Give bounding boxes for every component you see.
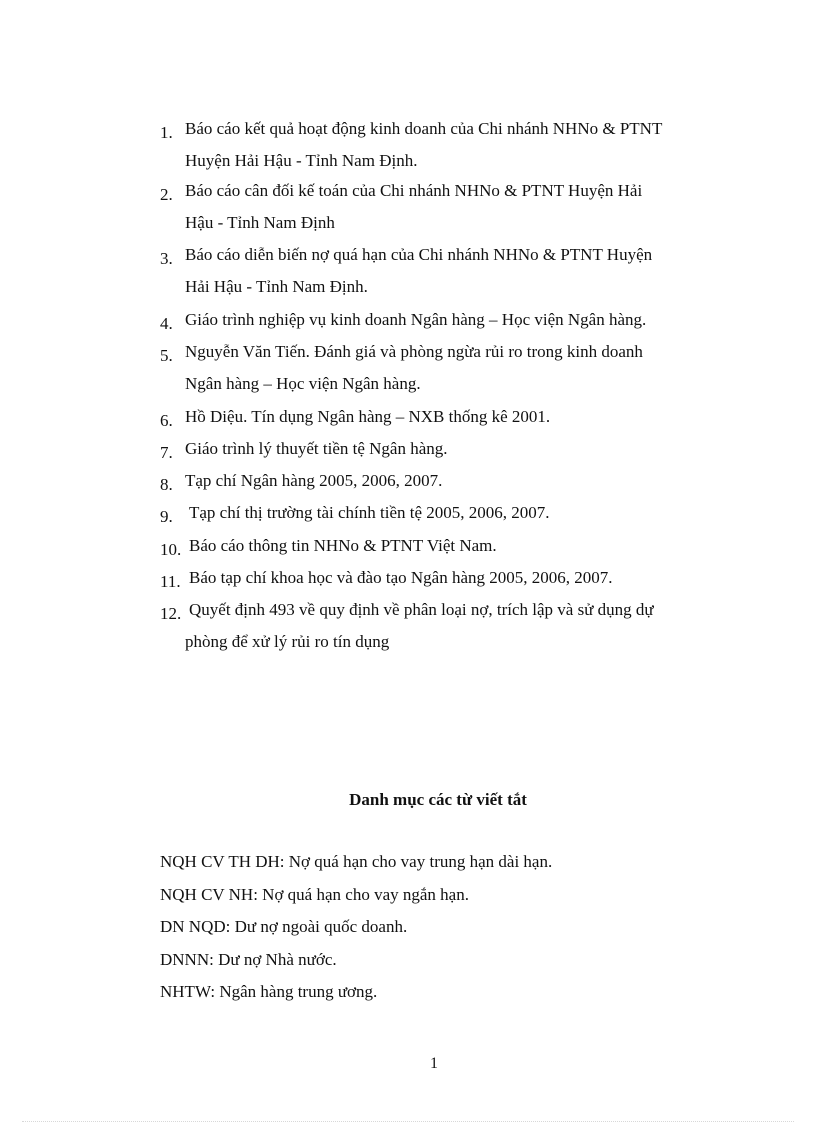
reference-text-continued: Hậu - Tỉnh Nam Định	[185, 213, 335, 232]
reference-text: Nguyễn Văn Tiến. Đánh giá và phòng ngừa rủi ro trong kinh doanh	[185, 342, 643, 361]
reference-text-continued: phòng để xử lý rủi ro tín dụng	[185, 632, 390, 651]
abbreviations-list	[160, 846, 760, 1009]
reference-item	[160, 113, 730, 177]
reference-number: 6.	[160, 411, 173, 430]
reference-number: 3.	[160, 249, 173, 268]
reference-text: Báo cáo cân đối kế toán của Chi nhánh NHNo & PTNT Huyện Hải	[185, 181, 643, 200]
reference-item	[160, 401, 730, 433]
reference-item	[160, 336, 730, 400]
reference-item	[160, 465, 730, 497]
reference-number: 8.	[160, 475, 173, 494]
reference-item	[160, 304, 730, 336]
reference-number: 2.	[160, 185, 173, 204]
abbreviation-item: DN NQD: Dư nợ ngoài quốc doanh.	[160, 917, 408, 936]
reference-number: 5.	[160, 346, 173, 365]
reference-text: Báo cáo thông tin NHNo & PTNT Việt Nam.	[189, 536, 497, 555]
reference-item	[160, 530, 730, 562]
page-bottom-divider	[22, 1121, 794, 1122]
abbreviation-item: NQH CV NH: Nợ quá hạn cho vay ngắn hạn.	[160, 884, 469, 904]
reference-text: Hồ Diệu. Tín dụng Ngân hàng – NXB thống kê 2001.	[185, 407, 551, 426]
reference-item	[160, 497, 730, 529]
reference-text-continued: Ngân hàng – Học viện Ngân hàng.	[185, 374, 421, 393]
reference-text: Báo tạp chí khoa học và đào tạo Ngân hàng 2005, 2006, 2007.	[189, 568, 613, 587]
reference-item	[160, 594, 730, 658]
abbreviation-item: NHTW: Ngân hàng trung ương.	[160, 982, 378, 1001]
abbreviations-heading: Danh mục các từ viết tắt	[349, 790, 527, 809]
reference-item	[160, 175, 730, 239]
reference-text: Giáo trình lý thuyết tiền tệ Ngân hàng.	[185, 439, 448, 458]
reference-text-continued: Huyện Hải Hậu - Tỉnh Nam Định.	[185, 151, 418, 170]
reference-text: Giáo trình nghiệp vụ kinh doanh Ngân hàng – Học viện Ngân hàng.	[185, 310, 647, 329]
page-number: 1	[430, 1055, 438, 1072]
reference-number: 9.	[160, 507, 173, 526]
reference-text: Tạp chí thị trường tài chính tiền tệ 2005, 2006, 2007.	[189, 503, 550, 522]
reference-text-continued: Hải Hậu - Tỉnh Nam Định.	[185, 277, 368, 296]
reference-number: 4.	[160, 314, 173, 333]
abbreviation-item: NQH CV TH DH: Nợ quá hạn cho vay trung hạn dài hạn.	[160, 852, 553, 871]
reference-text: Báo cáo diễn biến nợ quá hạn của Chi nhánh NHNo & PTNT Huyện	[185, 245, 653, 264]
reference-number: 1.	[160, 123, 173, 142]
reference-number: 10.	[160, 540, 182, 559]
reference-item	[160, 239, 730, 303]
reference-text: Tạp chí Ngân hàng 2005, 2006, 2007.	[185, 471, 443, 490]
reference-number: 11.	[160, 572, 181, 591]
reference-text: Quyết định 493 về quy định về phân loại nợ, trích lập và sử dụng dự	[189, 600, 654, 619]
abbreviation-item: DNNN: Dư nợ Nhà nước.	[160, 949, 337, 969]
reference-number: 7.	[160, 443, 173, 462]
reference-item	[160, 433, 730, 465]
reference-item	[160, 562, 730, 594]
reference-number: 12.	[160, 604, 182, 623]
reference-text: Báo cáo kết quả hoạt động kinh doanh của Chi nhánh NHNo & PTNT	[185, 119, 663, 138]
